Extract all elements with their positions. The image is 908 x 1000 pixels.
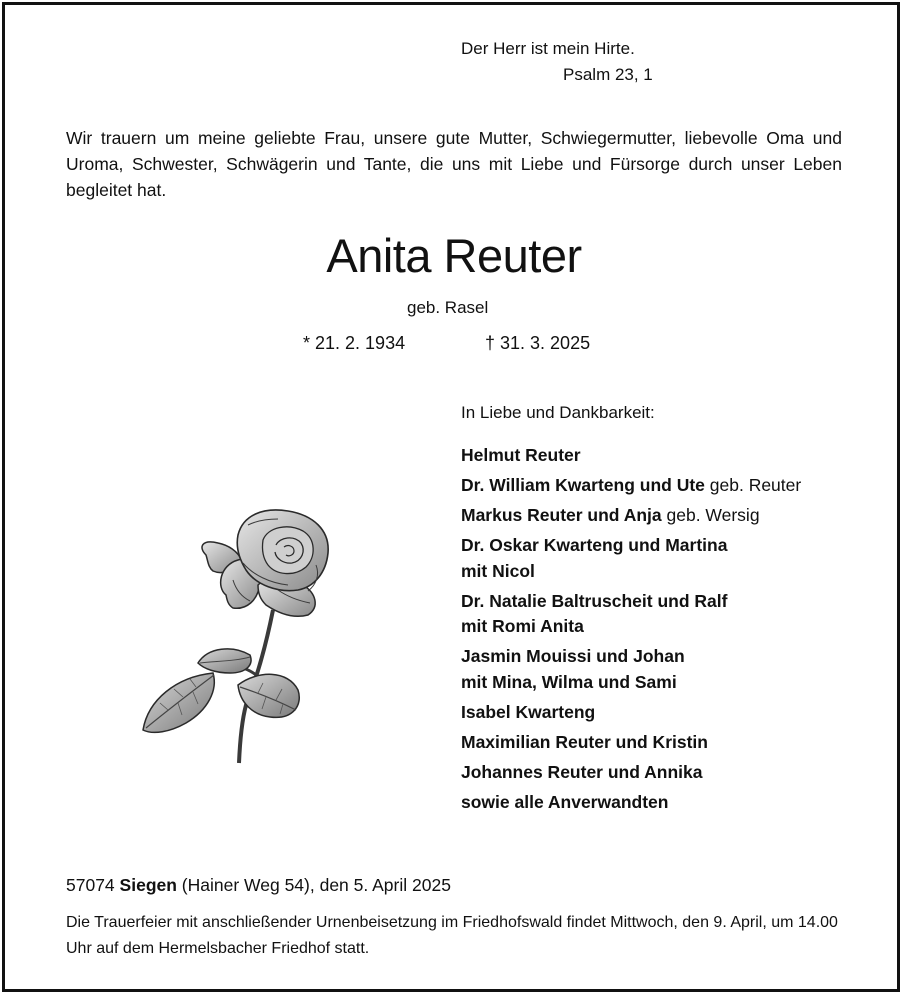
psalm-reference: Psalm 23, 1 bbox=[563, 65, 653, 84]
mourners-list bbox=[461, 443, 801, 820]
mourner-entry: Markus Reuter und Anja geb. Wersig bbox=[461, 505, 760, 525]
address-date: (Hainer Weg 54), den 5. April 2025 bbox=[176, 875, 451, 895]
mourners-lead: In Liebe und Dankbarkeit: bbox=[461, 403, 655, 422]
mourner-entry: Dr. Oskar Kwarteng und Martina mit Nicol bbox=[461, 535, 728, 581]
rose-icon bbox=[138, 505, 338, 767]
postcode: 57074 bbox=[66, 875, 115, 895]
mourner-entry: Maximilian Reuter und Kristin bbox=[461, 731, 708, 752]
city: Siegen bbox=[119, 875, 177, 895]
maiden-name: geb. Rasel bbox=[407, 298, 489, 317]
mourner-entry: Helmut Reuter bbox=[461, 445, 581, 465]
death-date: † 31. 3. 2025 bbox=[485, 333, 591, 353]
intro-text: Wir trauern um meine geliebte Frau, unsere gute Mutter, Schwiegermutter, liebevolle Oma und Uroma, Schwester, Schwägerin und Tante, die uns mit Liebe und Fürsorge durch unser Leben begleitet hat. bbox=[66, 128, 842, 200]
mourner-entry: sowie alle Anverwandten bbox=[461, 791, 669, 812]
mourner-entry: Isabel Kwarteng bbox=[461, 701, 596, 722]
deceased-name: Anita Reuter bbox=[326, 229, 582, 282]
mourner-entry: Dr. William Kwarteng und Ute geb. Reuter bbox=[461, 475, 802, 495]
funeral-info: Die Trauerfeier mit anschließender Urnenbeisetzung im Friedhofswald findet Mittwoch, den 9. April, um 14.00 Uhr auf dem Hermelsbacher Friedhof statt. bbox=[66, 914, 838, 957]
place-date bbox=[66, 875, 451, 896]
mourner-entry: Dr. Natalie Baltruscheit und Ralf mit Romi Anita bbox=[461, 590, 728, 636]
psalm-quote: Der Herr ist mein Hirte. bbox=[461, 39, 635, 58]
birth-date: * 21. 2. 1934 bbox=[303, 333, 406, 353]
mourner-entry: Jasmin Mouissi und Johan mit Mina, Wilma und Sami bbox=[461, 646, 685, 692]
mourner-entry: Johannes Reuter und Annika bbox=[461, 761, 703, 782]
